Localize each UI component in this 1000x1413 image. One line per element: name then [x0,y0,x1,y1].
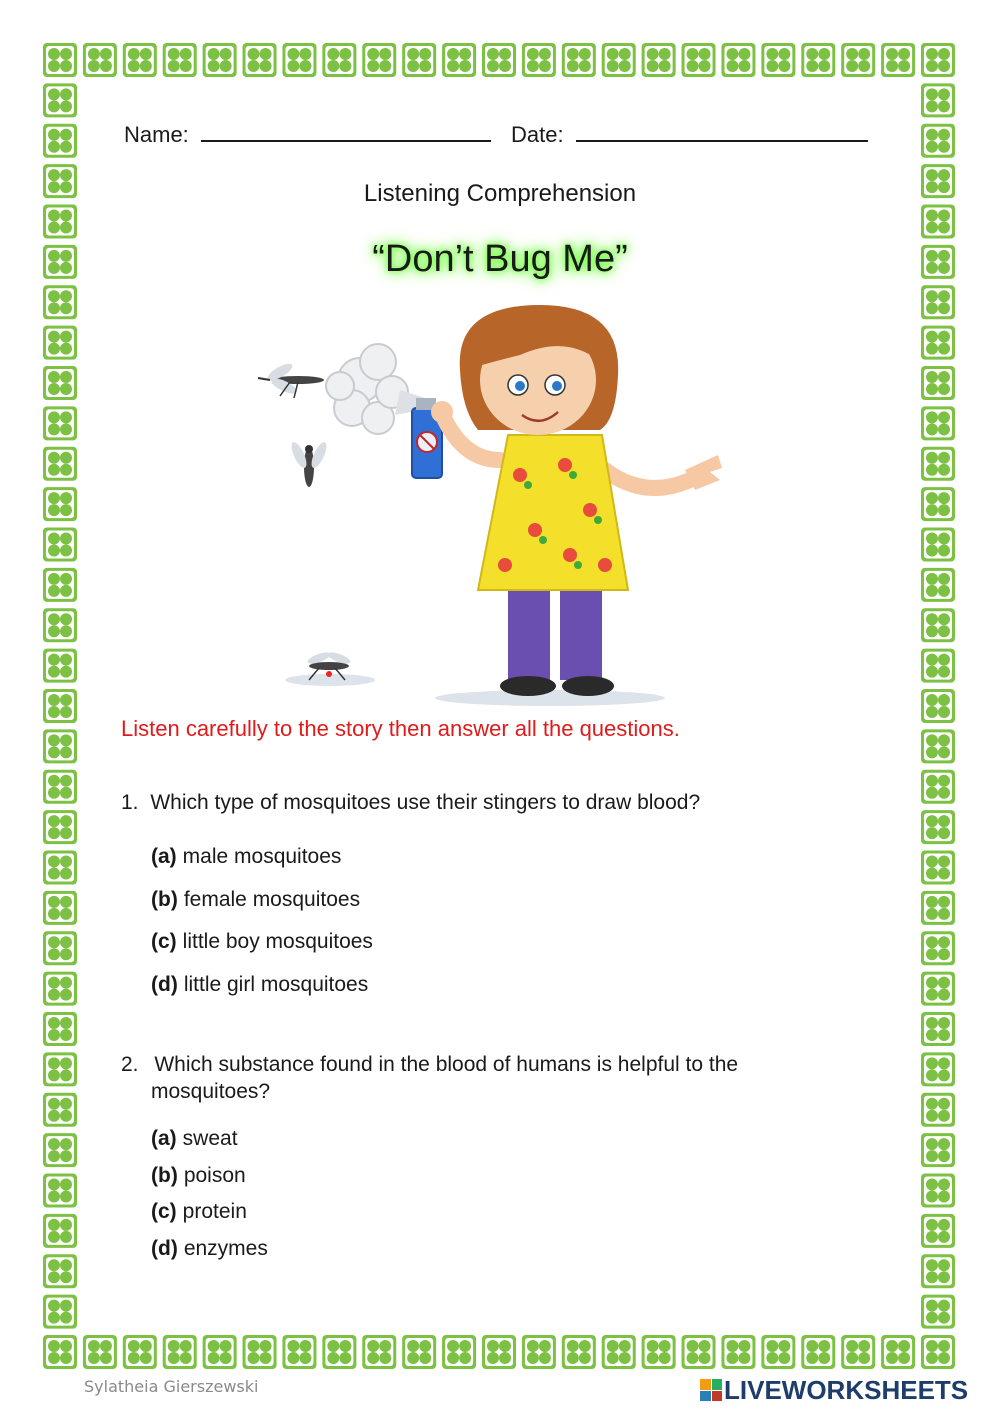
clover-tile [163,43,197,77]
question-1 [121,791,700,815]
subtitle: Listening Comprehension [363,180,637,207]
clover-tile [43,1133,77,1167]
date-blank[interactable] [576,120,868,142]
option-letter: (a) [151,1127,177,1150]
clover-tile [602,43,636,77]
clover-tile [881,1335,915,1369]
option-letter: (a) [151,845,177,868]
clover-tile [43,487,77,521]
q2-option-d[interactable] [151,1237,268,1261]
clover-tile [43,1174,77,1208]
clover-tile [43,1254,77,1288]
option-text: sweat [182,1127,238,1150]
clover-tile [921,326,955,360]
clover-tile [43,770,77,804]
clover-tile [841,43,875,77]
clover-tile [43,608,77,642]
girl-legs [500,580,614,696]
clover-tile [282,43,316,77]
clover-tile [43,43,77,77]
clover-tile [921,1093,955,1127]
clover-tile [362,43,396,77]
clover-tile [123,1335,157,1369]
clover-tile [921,729,955,763]
clover-tile [921,810,955,844]
clover-tile [43,1214,77,1248]
clover-tile [921,1133,955,1167]
clover-tile [921,1254,955,1288]
clover-tile [43,205,77,239]
clover-tile [682,1335,716,1369]
q2-option-a[interactable] [151,1127,238,1151]
q2-option-c[interactable] [151,1200,247,1224]
option-text: poison [183,1164,246,1187]
clover-tile [921,447,955,481]
clover-tile [562,43,596,77]
clover-tile [921,972,955,1006]
question-2 [121,1053,738,1077]
clover-tile [83,43,117,77]
clover-tile [921,528,955,562]
option-text: male mosquitoes [182,845,342,868]
option-letter: (d) [151,973,178,996]
mosquito-flying-2 [289,440,330,487]
clover-tile [921,366,955,400]
clover-tile [402,1335,436,1369]
clover-tile [322,43,356,77]
clover-tile [83,1335,117,1369]
clover-tile [402,43,436,77]
date-label: Date: [511,122,564,147]
option-letter: (b) [151,888,178,911]
q1-option-b[interactable] [151,888,360,912]
clover-tile [921,487,955,521]
clover-tile [43,729,77,763]
clover-tile [43,649,77,683]
clover-tile [43,406,77,440]
option-letter: (b) [151,1164,178,1187]
clover-tile [43,1335,77,1369]
question-2-line2: mosquitoes? [151,1080,271,1103]
clover-tile [921,83,955,117]
clover-tile [43,568,77,602]
clover-tile [921,406,955,440]
clover-tile [921,124,955,158]
clover-tile [801,1335,835,1369]
clover-tile [881,43,915,77]
clover-tile [642,1335,676,1369]
clover-tile [482,1335,516,1369]
option-text: little boy mosquitoes [182,930,373,953]
clover-tile [721,1335,755,1369]
q2-option-b[interactable] [151,1164,246,1188]
clover-tile [203,43,237,77]
clover-tile [921,1214,955,1248]
option-letter: (c) [151,1200,177,1223]
clover-tile [163,1335,197,1369]
clover-tile [761,43,795,77]
clover-tile [43,528,77,562]
name-blank[interactable] [201,120,491,142]
clover-tile [562,1335,596,1369]
question-text-line1: Which substance found in the blood of humans is helpful to the [154,1053,739,1076]
clover-tile [921,770,955,804]
liveworksheets-logo-icon [700,1379,722,1401]
girl-spraying-mosquitoes-illustration [250,300,740,720]
q1-option-c[interactable] [151,930,373,954]
clover-tile [442,1335,476,1369]
girl-right-arm [605,470,690,488]
clover-tile [43,326,77,360]
logo-text: LIVEWORKSHEETS [724,1374,969,1405]
clover-tile [921,891,955,925]
clover-tile [243,1335,277,1369]
clover-tile [921,1295,955,1329]
clover-tile [43,931,77,965]
clover-tile [282,1335,316,1369]
clover-tile [921,931,955,965]
option-letter: (d) [151,1237,178,1260]
clover-tile [682,43,716,77]
clover-tile [841,1335,875,1369]
clover-tile [43,285,77,319]
author-credit: Sylatheia Gierszewski [84,1377,259,1396]
clover-tile [921,649,955,683]
clover-tile [721,43,755,77]
clover-tile [43,83,77,117]
clover-tile [43,124,77,158]
option-text: protein [182,1200,247,1223]
clover-tile [921,205,955,239]
clover-tile [801,43,835,77]
clover-tile [123,43,157,77]
option-text: female mosquitoes [183,888,361,911]
clover-tile [243,43,277,77]
clover-tile [362,1335,396,1369]
option-letter: (c) [151,930,177,953]
clover-tile [642,43,676,77]
clover-tile [482,43,516,77]
page-title: “Don’t Bug Me” [372,238,628,280]
clover-tile [43,1052,77,1086]
q1-option-a[interactable] [151,845,341,869]
clover-tile [203,1335,237,1369]
clover-tile [43,1093,77,1127]
clover-tile [322,1335,356,1369]
clover-tile [43,366,77,400]
clover-tile [43,972,77,1006]
clover-tile [921,1174,955,1208]
clover-tile [43,689,77,723]
liveworksheets-logo[interactable] [700,1376,968,1404]
option-text: little girl mosquitoes [183,973,369,996]
clover-tile [921,1335,955,1369]
clover-tile [442,43,476,77]
clover-tile [921,1052,955,1086]
clover-tile [921,689,955,723]
clover-tile [921,285,955,319]
clover-tile [921,1012,955,1046]
clover-tile [921,568,955,602]
clover-tile [43,1012,77,1046]
option-text: enzymes [183,1237,268,1260]
clover-tile [602,1335,636,1369]
clover-tile [522,1335,556,1369]
q1-option-d[interactable] [151,973,368,997]
clover-tile [43,851,77,885]
clover-tile [43,447,77,481]
clover-tile [43,1295,77,1329]
clover-tile [761,1335,795,1369]
clover-tile [522,43,556,77]
question-text: Which type of mosquitoes use their stingers to draw blood? [150,791,701,814]
clover-tile [921,43,955,77]
girl-left-hand [431,401,453,423]
instruction-text: Listen carefully to the story then answer all the questions. [121,716,680,741]
clover-tile [921,851,955,885]
spray-cloud [326,344,408,434]
question-number: 1. [121,791,139,814]
mosquito-flying-1 [258,361,324,398]
clover-tile [43,810,77,844]
clover-tile [43,891,77,925]
girl-shadow [435,690,665,706]
name-date-line [124,120,868,148]
question-number: 2. [121,1053,139,1076]
clover-tile [921,608,955,642]
name-label: Name: [124,122,189,147]
